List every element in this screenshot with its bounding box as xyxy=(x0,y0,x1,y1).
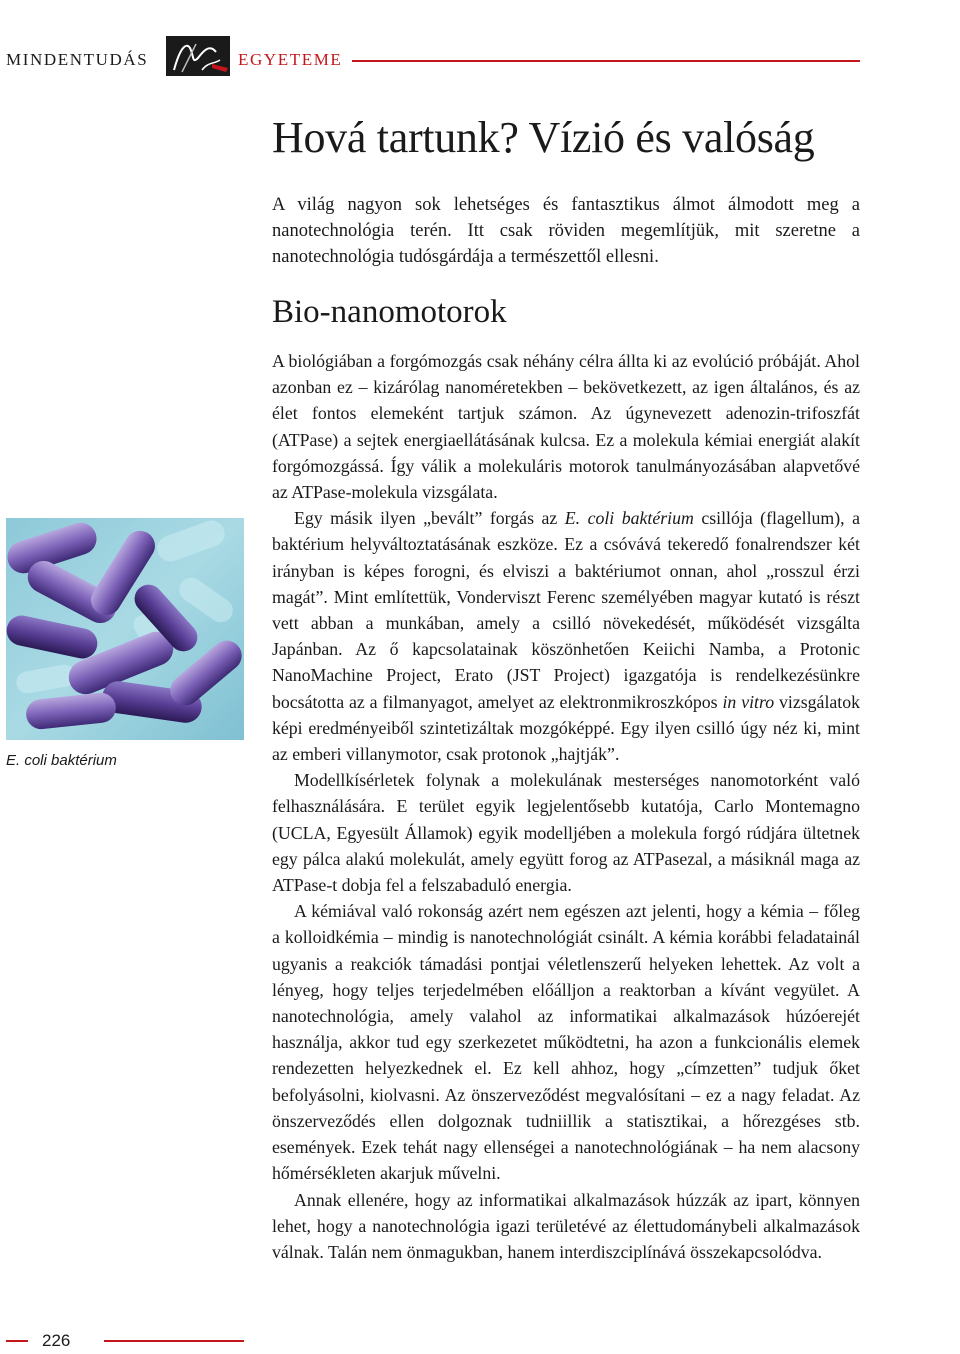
header-rule xyxy=(352,60,860,62)
paragraph-1: A biológiában a forgómozgás csak néhány célra állta ki az evolúció próbáját. Ahol azonban ez – kizárólag nanoméretekben – bekövetkezett, az igen általános, és az élet fontos elemeként tartjuk számon. Az úgynevezett adenozin-trifoszfát (ATPase) a sejtek energiaellátásának kulcsa. Ez a molekula kémiai energiát alakít forgómozgássá. Így válik a molekuláris motorok tanulmányozásában alapvetővé az ATPase-molekula vizsgálata. xyxy=(272,351,860,503)
paragraph-2 xyxy=(272,505,860,767)
brand-logo-icon xyxy=(162,34,234,78)
figure-caption: E. coli baktérium xyxy=(6,752,117,769)
brand-name-left: MINDENTUDÁS xyxy=(6,50,149,69)
article-intro: A világ nagyon sok lehetséges és fantasztikus álmot álmodott meg a nanotechnológia terén. Itt csak röviden megemlítjük, mit szeretne a nanotechnológia tudósgárdája a természettől ellesni. xyxy=(272,195,860,267)
paragraph-3: Modellkísérletek folynak a molekulának mesterséges nanomotorként való felhasználására. E terület egyik legjelentősebb kutatója, Carlo Montemagno (UCLA, Egyesült Államok) egyik modelljében a molekula forgó rúdjára ültetnek egy pálca alakú molekulát, amely együtt forog az ATPasezal, a másiknál maga az ATPase-t dobja fel a felszabaduló energia. xyxy=(272,770,860,896)
section-heading: Bio-nanomotorok xyxy=(272,294,507,330)
paragraph-2-italic-b: in vitro xyxy=(722,691,775,712)
footer-rule-right xyxy=(104,1340,244,1342)
page-header xyxy=(0,34,960,84)
page-number: 226 xyxy=(42,1331,71,1350)
paragraph-2-part-b: csillója (flagellum), a baktérium helyváltoztatásának eszköze. Ez a csóvává tekeredő fonalrendszer két irányban is képes forogni, és elviszi a baktériumot onnan, ahol „rosszul érzi magát”. Mint említettük, Vonderviszt Ferenc személyében magyar kutató is részt vett abban a munkában, amely a csilló növekedését, működését vizsgálta Japánban. Az ő kapcsolatainak köszönhetően Keiichi Namba, a Protonic NanoMachine Project, Erato (JST Project) igazgatója is rendelkezésünkre bocsátotta az a filmanyagot, amelyet az elektronmikroszkópos xyxy=(272,508,860,712)
paragraph-2-part-c: vizsgálatok képi eredményeiből szintetizáltak mozgóképpé. Egy ilyen csilló úgy néz ki, mint az emberi villanymotor, csak protonok „hajtják”. xyxy=(272,691,860,765)
article-body xyxy=(272,348,860,1265)
ecoli-bacteria-image xyxy=(6,518,244,740)
paragraph-4: A kémiával való rokonság azért nem egészen azt jelenti, hogy a kémia – főleg a kolloidkémia – mindig is nanotechnológiát csinált. A kémia korábbi feladatainál ugyanis a reakciók támadási pontjai véletlenszerű helyeken lehettek. Az volt a lényeg, hogy teljes terjedelmében előálljon a reaktorban a kívánt vegyület. A nanotechnológia, amely valahol az informatikai alkalmazások húzóerejét használja, akkor tud egy szerkezetet működtetni, ha azon a funkcionális elemek rendezetten helyezkednek el. Ez kell ahhoz, hogy „címzetten” tudjuk őket befolyásolni, kiolvasni. Az önszerveződést megvalósítani – ez a nagy feladat. Az önszerveződés ellen dolgoznak tudniillik a statisztikai, a hőrezgéses stb. események. Ezek tehát nagy ellenségei a nanotechnológiának – ha nem alacsony hőmérsékleten akarjuk művelni. xyxy=(272,901,860,1184)
article-title: Hová tartunk? Vízió és valóság xyxy=(272,113,815,162)
ecoli-photo xyxy=(6,518,244,740)
brand-name-right: EGYETEME xyxy=(238,50,343,69)
paragraph-2-italic-a: E. coli baktérium xyxy=(564,508,694,529)
footer-rule-left xyxy=(6,1340,28,1342)
paragraph-2-part-a: Egy másik ilyen „bevált” forgás az xyxy=(294,508,565,529)
paragraph-5: Annak ellenére, hogy az informatikai alkalmazások húzzák az ipart, könnyen lehet, hogy a nanotechnológia igazi területévé az élettudománybeli alkalmazások válnak. Talán nem önmagukban, hanem interdiszciplínává összekapcsolódva. xyxy=(272,1189,860,1262)
